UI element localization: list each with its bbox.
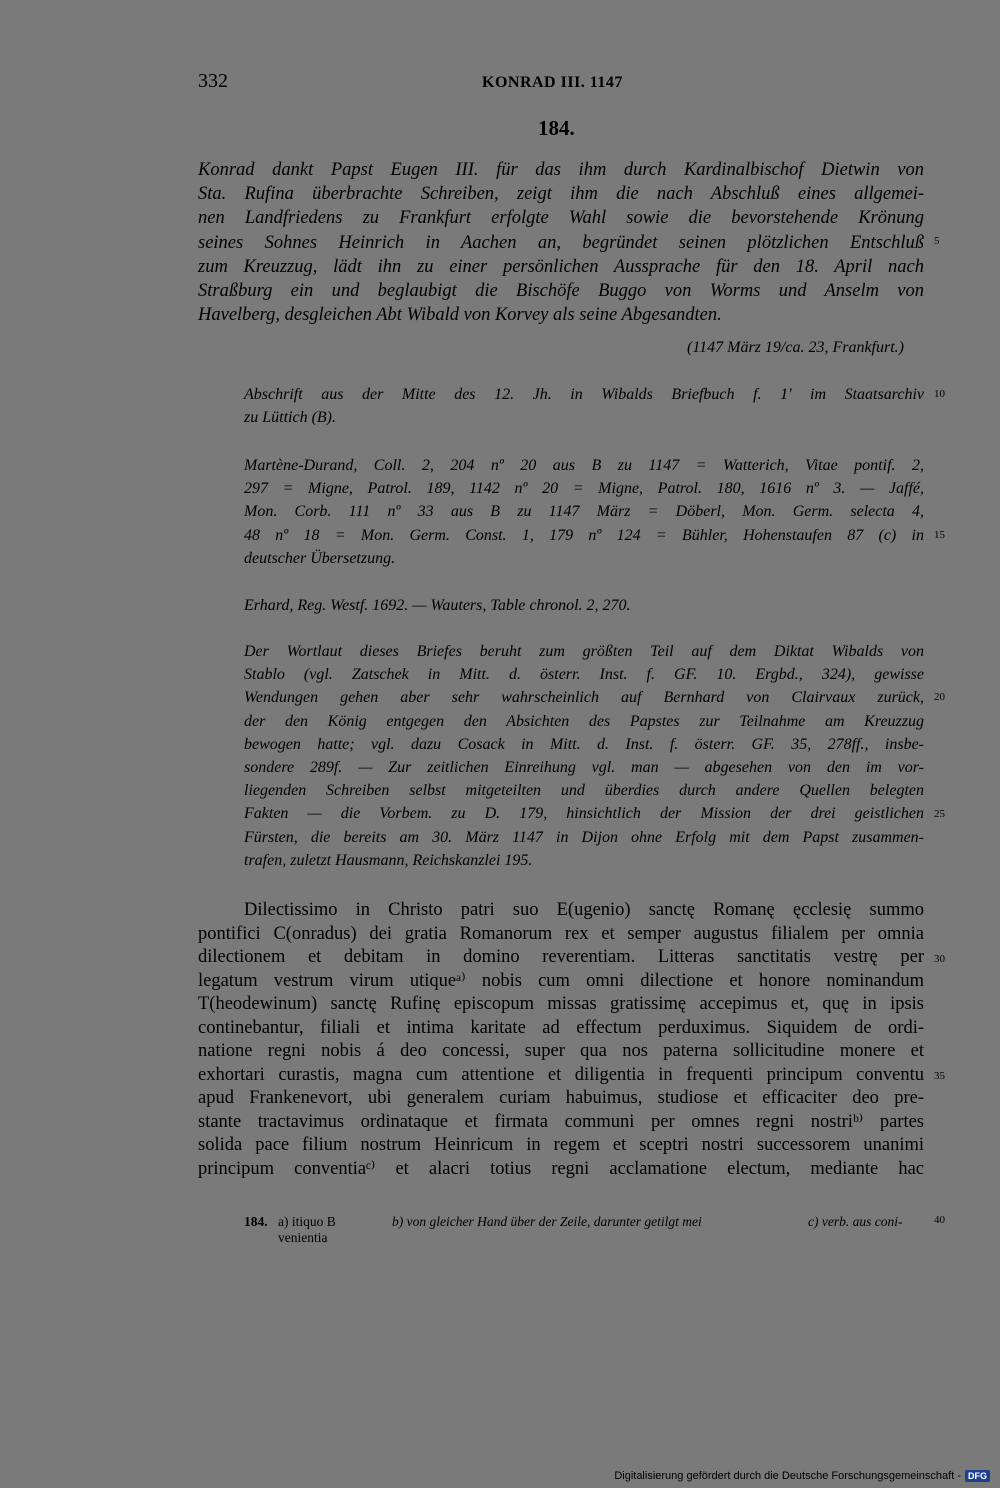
footnote-a-continuation: venientia xyxy=(278,1230,328,1245)
commentary-line: Der Wortlaut dieses Briefes beruht zum größten Teil auf dem Diktat Wibalds von xyxy=(244,643,924,660)
digitization-credit xyxy=(614,1470,990,1482)
commentary-line: Fürsten, die bereits am 30. März 1147 in Dijon ohne Erfolg mit dem Papst zusammen- xyxy=(244,828,924,846)
main-text-line: legatum vestrum virum utiqueᵃ⁾ nobis cum omni dilectione et honore nominandum xyxy=(198,970,924,991)
line-number: 5 xyxy=(934,235,940,247)
regest-line: Konrad dankt Papst Eugen III. für das ihm durch Kardinalbischof Dietwin von xyxy=(198,160,924,180)
line-number: 20 xyxy=(934,691,945,703)
commentary-line: Stablo (vgl. Zatschek in Mitt. d. österr. Inst. f. GF. 10. Ergbd., 324), gewisse xyxy=(244,666,924,684)
regest-line: Straßburg ein und beglaubigt die Bischöfe Buggo von Worms und Anselm von xyxy=(198,281,924,302)
commentary-line: bewogen hatte; vgl. dazu Cosack in Mitt. d. Inst. f. österr. GF. 35, 278ff., insbe- xyxy=(244,735,924,753)
regest-line: Sta. Rufina überbrachte Schreiben, zeigt ihm die nach Abschluß eines allgemei- xyxy=(198,184,924,205)
regest-line: zum Kreuzzug, lädt ihn zu einer persönlichen Aussprache für den 18. April nach xyxy=(198,256,924,277)
line-number: 10 xyxy=(934,388,945,400)
running-title: KONRAD III. 1147 xyxy=(482,74,623,91)
editions-line: Martène-Durand, Coll. 2, 204 nº 20 aus B zu 1147 = Watterich, Vitae pontif. 2, xyxy=(244,457,924,474)
tradition-line: Abschrift aus der Mitte des 12. Jh. in Wibalds Briefbuch f. 1' im Staatsarchiv xyxy=(244,386,924,403)
footnote-a: a) itiquo B xyxy=(278,1214,336,1229)
commentary-line: trafen, zuletzt Hausmann, Reichskanzlei 195. xyxy=(244,851,533,869)
main-text-line: stante tractavimus ordinataque et firmata communi per omnes regni nostriᵇ⁾ partes xyxy=(198,1111,924,1132)
main-text-line: T(heodewinum) sanctę Rufinę episcopum missas gratissimę accepimus et, quę in ipsis xyxy=(198,994,924,1014)
regest-line: seines Sohnes Heinrich in Aachen an, begründet seinen plötzlichen Entschluß xyxy=(198,232,924,253)
main-text-line: Dilectissimo in Christo patri suo E(ugenio) sanctę Romanę ęcclesię summo xyxy=(244,900,924,920)
footnote-c: c) verb. aus coni- xyxy=(808,1214,903,1229)
line-number: 15 xyxy=(934,529,945,541)
commentary-line: liegenden Schreiben selbst mitgeteilten und überdies durch andere Quellen belegten xyxy=(244,782,924,800)
footnote-b: b) von gleicher Hand über der Zeile, darunter getilgt mei xyxy=(392,1214,702,1229)
date-line: (1147 März 19/ca. 23, Frankfurt.) xyxy=(686,339,904,356)
tradition-line: zu Lüttich (B). xyxy=(244,409,336,427)
tradition-note xyxy=(244,383,924,429)
credit-text: Digitalisierung gefördert durch die Deutsche Forschungsgemeinschaft - xyxy=(614,1470,961,1482)
regesta-line: Erhard, Reg. Westf. 1692. — Wauters, Table chronol. 2, 270. xyxy=(244,597,631,614)
editions-note xyxy=(244,454,924,570)
main-text-line: pontifici C(onradus) dei gratia Romanorum rex et semper augustus filialem per omnia xyxy=(198,923,924,944)
regest-line: nen Landfriedens zu Frankfurt erfolgte Wahl sowie die bevorstehende Krönung xyxy=(198,208,924,229)
main-text-line: apud Frankenevort, ubi generalem curiam habuimus, studiose et efficaciter deo pre- xyxy=(198,1088,924,1108)
main-text-line: solida pace filium nostrum Heinricum in regem et sceptri nostri successorem unanimi xyxy=(198,1135,924,1155)
commentary-line: sondere 289f. — Zur zeitlichen Einreihung vgl. man — abgesehen von den im vor- xyxy=(244,759,924,777)
document-number: 184. xyxy=(538,116,575,140)
main-text-line: continebantur, filiali et intima karitate ad effectum perduximus. Siquidem de ordi- xyxy=(198,1017,924,1038)
commentary xyxy=(244,640,924,872)
line-number: 30 xyxy=(934,953,945,965)
main-text-line: dilectionem et debitam in domino reverentiam. Litteras sanctitatis vestrę per xyxy=(198,947,924,967)
main-text-line: natione regni nobis á deo concessi, super qua nos paterna sollicitudine monere et xyxy=(198,1041,924,1061)
line-number: 40 xyxy=(934,1214,945,1226)
main-text xyxy=(198,899,924,1181)
footnote-number: 184. xyxy=(244,1214,268,1229)
page-number: 332 xyxy=(198,70,228,92)
line-number: 35 xyxy=(934,1070,945,1082)
regest-line: Havelberg, desgleichen Abt Wibald von Korvey als seine Abgesandten. xyxy=(198,305,722,326)
commentary-line: Wendungen gehen aber sehr wahrscheinlich auf Bernhard von Clairvaux zurück, xyxy=(244,689,924,707)
line-number: 25 xyxy=(934,808,945,820)
regest xyxy=(198,158,924,327)
dfg-logo: DFG xyxy=(965,1470,990,1482)
main-text-line: principum conventiaᶜ⁾ et alacri totius regni acclamatione electum, mediante hac xyxy=(198,1158,924,1179)
editions-line: 297 = Migne, Patrol. 189, 1142 nº 20 = Migne, Patrol. 180, 1616 nº 3. — Jaffé, xyxy=(244,480,924,498)
commentary-line: Fakten — die Vorbem. zu D. 179, hinsichtlich der Mission der drei geistlichen xyxy=(244,805,924,823)
regesta-note xyxy=(244,594,924,617)
main-text-line: exhortari curastis, magna cum attentione et diligentia in frequenti principum conventu xyxy=(198,1064,924,1085)
editions-line: 48 nº 18 = Mon. Germ. Const. 1, 179 nº 124 = Bühler, Hohenstaufen 87 (c) in xyxy=(244,526,924,544)
editions-line: Mon. Corb. 111 nº 33 aus B zu 1147 März = Döberl, Mon. Germ. selecta 4, xyxy=(244,503,924,521)
commentary-line: der den König entgegen den Absichten des Papstes zur Teilnahme am Kreuzzug xyxy=(244,712,924,730)
editions-line: deutscher Übersetzung. xyxy=(244,549,396,567)
